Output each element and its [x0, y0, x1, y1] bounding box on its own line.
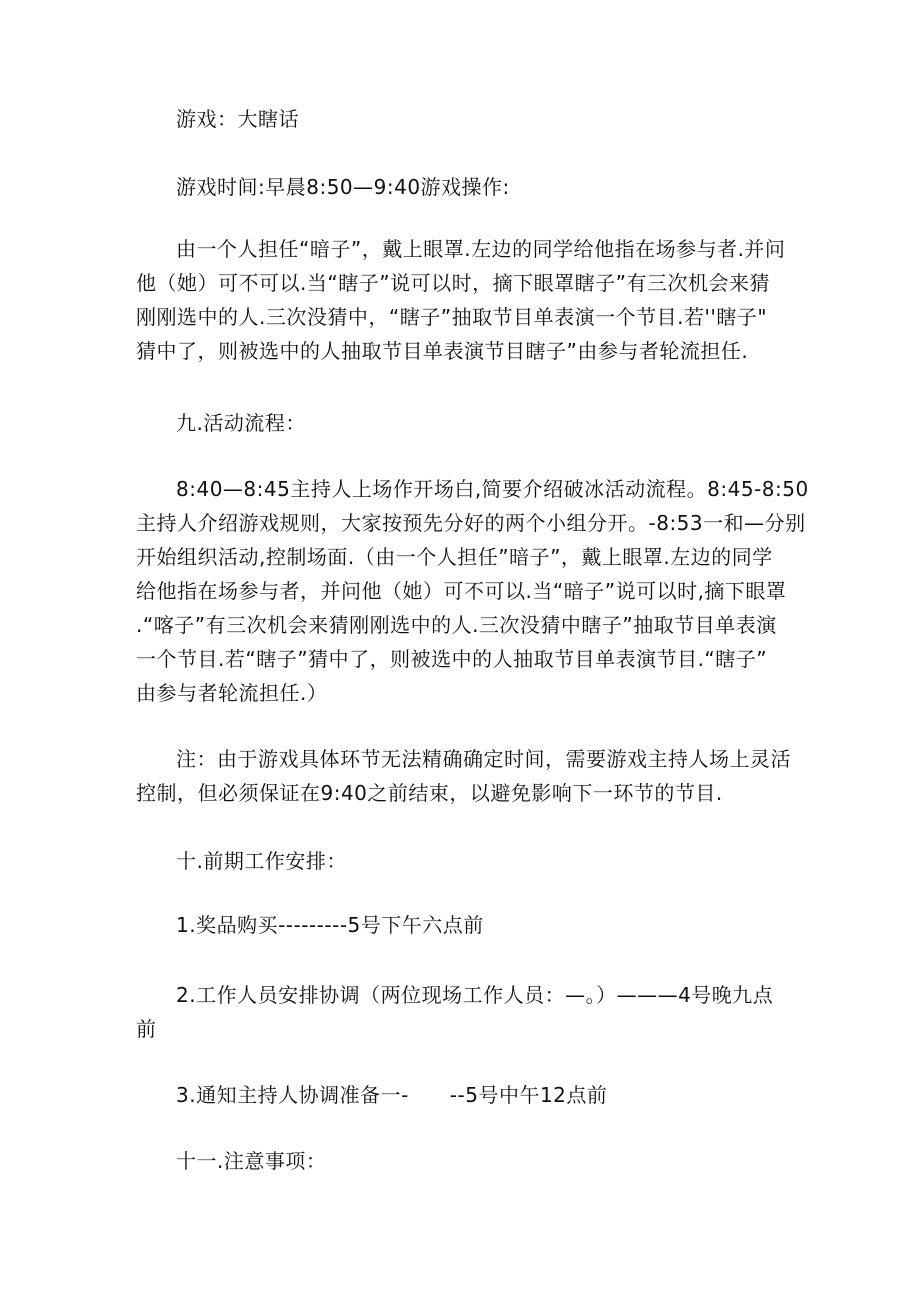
game-title	[136, 102, 796, 136]
task-2-line: 前	[136, 1017, 157, 1041]
task-3-text: 3.通知主持人协调准备一- --5号中午12点前	[176, 1083, 608, 1107]
note-line: 注：由于游戏具体环节无法精确确定时间，需要游戏主持人场上灵活	[176, 747, 791, 771]
process-line: 8:40—8:45主持人上场作开场白,简要介绍破冰活动流程。8:45-8:50	[176, 477, 809, 501]
process-line: 一个节目.若“瞎子”猜中了，则被选中的人抽取节目单表演节目.“瞎子”	[136, 647, 768, 671]
game-rules-line: 刚刚选中的人.三次没猜中，“瞎子”抽取节目单表演一个节目.若''瞎子"	[136, 305, 768, 329]
game-rules-paragraph	[136, 232, 796, 368]
section-ten-heading-text: 十.前期工作安排：	[176, 849, 347, 873]
game-rules-line: 猜中了，则被选中的人抽取节目单表演节目瞎子”由参与者轮流担任.	[136, 339, 749, 363]
section-ten-heading	[136, 844, 796, 878]
task-1-text: 1.奖品购买---------5号下午六点前	[176, 913, 484, 937]
task-2	[136, 978, 796, 1046]
task-1	[136, 908, 796, 942]
game-time	[136, 170, 796, 204]
task-3	[136, 1078, 796, 1112]
process-paragraph	[136, 472, 809, 710]
section-nine-heading	[136, 406, 796, 440]
process-line: 给他指在场参与者，并问他（她）可不可以.当“暗子”说可以时,摘下眼罩	[136, 579, 787, 603]
game-rules-line: 他（她）可不可以.当“瞎子”说可以时，摘下眼罩瞎子”有三次机会来猜	[136, 271, 770, 295]
section-eleven-heading-text: 十一.注意事项：	[176, 1149, 327, 1173]
task-2-line: 2.工作人员安排协调（两位现场工作人员：—。）———4号晚九点	[176, 983, 774, 1007]
section-eleven-heading	[136, 1144, 796, 1178]
process-line: 开始组织活动,控制场面.（由一个人担任”暗子”，戴上眼罩.左边的同学	[136, 545, 773, 569]
game-time-text: 游戏时间:早晨8:50—9:40游戏操作:	[176, 175, 510, 199]
process-line: 由参与者轮流担任.）	[136, 681, 328, 705]
note-paragraph	[136, 742, 796, 810]
note-line: 控制，但必须保证在9:40之前结束，以避免影响下一环节的节目.	[136, 781, 723, 805]
game-title-text: 游戏：大瞎话	[176, 107, 299, 131]
section-nine-heading-text: 九.活动流程：	[176, 411, 306, 435]
process-line: 主持人介绍游戏规则，大家按预先分好的两个小组分开。-8:53一和—分别	[136, 511, 806, 535]
process-line: .“喀子”有三次机会来猜刚刚选中的人.三次没猜中瞎子”抽取节目单表演	[136, 613, 777, 637]
game-rules-line: 由一个人担任“暗子”，戴上眼罩.左边的同学给他指在场参与者.并问	[176, 237, 786, 261]
